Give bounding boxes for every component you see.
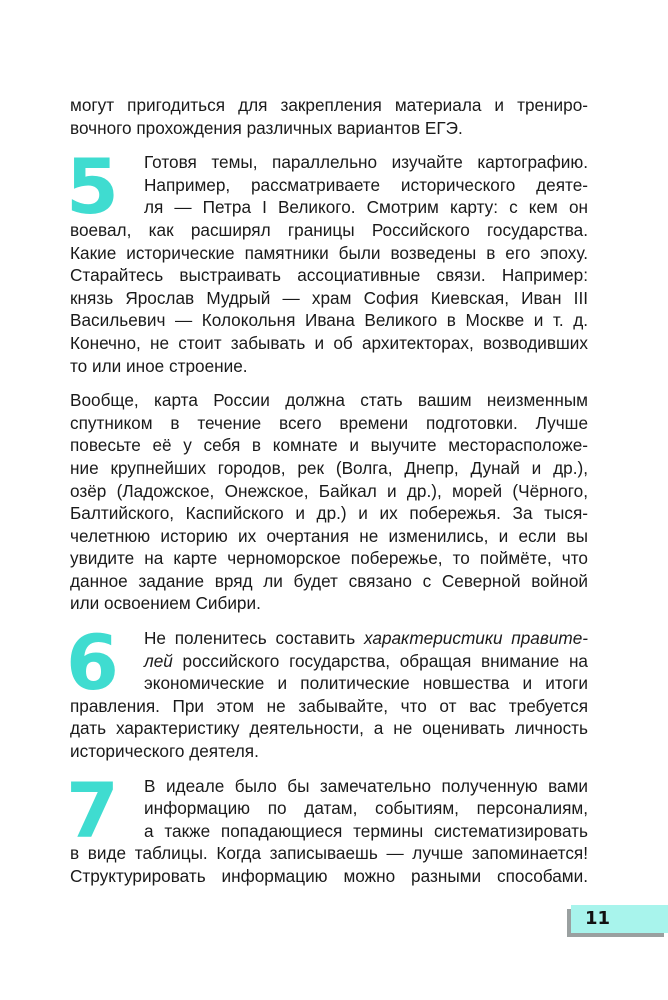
- section-number-5: 5: [66, 142, 119, 232]
- text-line: повесьте её у себя в комнате и выучите месторасположе-: [70, 435, 588, 456]
- text-line: [70, 627, 588, 650]
- text-line: экономические и политические новшества и итоги: [144, 673, 588, 694]
- italic-term: характеристики правите-: [363, 628, 588, 649]
- text-line: увидите на карте черноморское побережье, то поймёте, что: [70, 548, 588, 569]
- page-number-tab: [571, 905, 668, 933]
- text-line: вочного прохождения различных вариантов ЕГЭ.: [70, 117, 463, 138]
- text-line: а также попадающиеся термины систематизировать: [144, 820, 588, 841]
- text-line: Старайтесь выстраивать ассоциативные связи. Например:: [70, 265, 588, 286]
- text-line: Конечно, не стоит забывать и об архитекторах, возводивших: [70, 332, 588, 353]
- text-line: князь Ярослав Мудрый — храм София Киевская, Иван III: [70, 287, 588, 308]
- map-paragraph: [70, 389, 588, 615]
- page-number: 11: [585, 908, 611, 929]
- text-line: данное задание вряд ли будет связано с Северной войной: [70, 570, 588, 591]
- text-line: могут пригодиться для закрепления материала и трениро-: [70, 95, 588, 115]
- text-line: Например, рассматриваете исторического деяте-: [144, 174, 588, 195]
- section-5: [66, 142, 588, 377]
- text-line: исторического деятеля.: [70, 741, 259, 762]
- text-line: то или иное строение.: [70, 355, 248, 376]
- text-line: Балтийского, Каспийского и др.) и их побережья. За тыся-: [70, 503, 588, 524]
- text-line: в виде таблицы. Когда записываешь — лучше запоминается!: [70, 843, 588, 864]
- intro-paragraph: [70, 94, 588, 139]
- section-number-7: 7: [66, 765, 119, 855]
- text-line: спутником в течение всего времени подготовки. Лучше: [70, 412, 588, 433]
- text-line: Готовя темы, параллельно изучайте картографию.: [144, 152, 588, 173]
- text-line: дать характеристику деятельности, а не оценивать личность: [70, 718, 588, 739]
- text-line: ля — Петра I Великого. Смотрим карту: с кем он: [144, 197, 588, 218]
- text-line: правления. При этом не забывайте, что от вас требуется: [70, 695, 588, 716]
- text-line: Вообще, карта России должна стать вашим неизменным: [70, 390, 588, 411]
- text-line: озёр (Ладожское, Онежское, Байкал и др.), морей (Чёрного,: [70, 480, 588, 501]
- text-line: В идеале было бы замечательно полученную вами: [144, 775, 588, 796]
- section-6: [66, 618, 588, 763]
- text-run: Не поленитесь составить: [144, 628, 364, 649]
- text-line: Какие исторические памятники были возведены в его эпоху.: [70, 242, 588, 263]
- italic-term: лей: [144, 650, 173, 671]
- section-number-6: 6: [66, 618, 119, 708]
- text-line: Структурировать информацию можно разными способами.: [70, 866, 588, 886]
- text-line: ние крупнейших городов, рек (Волга, Днепр, Дунай и др.),: [70, 457, 588, 478]
- text-line: информацию по датам, событиям, персоналиям,: [144, 798, 588, 819]
- text-line: воевал, как расширял границы Российского государства.: [70, 219, 588, 240]
- text-line: Васильевич — Колокольня Ивана Великого в Москве и т. д.: [70, 310, 588, 331]
- text-line: или освоением Сибири.: [70, 593, 261, 614]
- text-line: [70, 650, 588, 673]
- section-7: [66, 765, 588, 888]
- text-line: челетнюю историю их очертания не изменились, и если вы: [70, 525, 588, 546]
- text-run: российского государства, обращая внимание на: [172, 650, 588, 671]
- text-column: [66, 94, 588, 900]
